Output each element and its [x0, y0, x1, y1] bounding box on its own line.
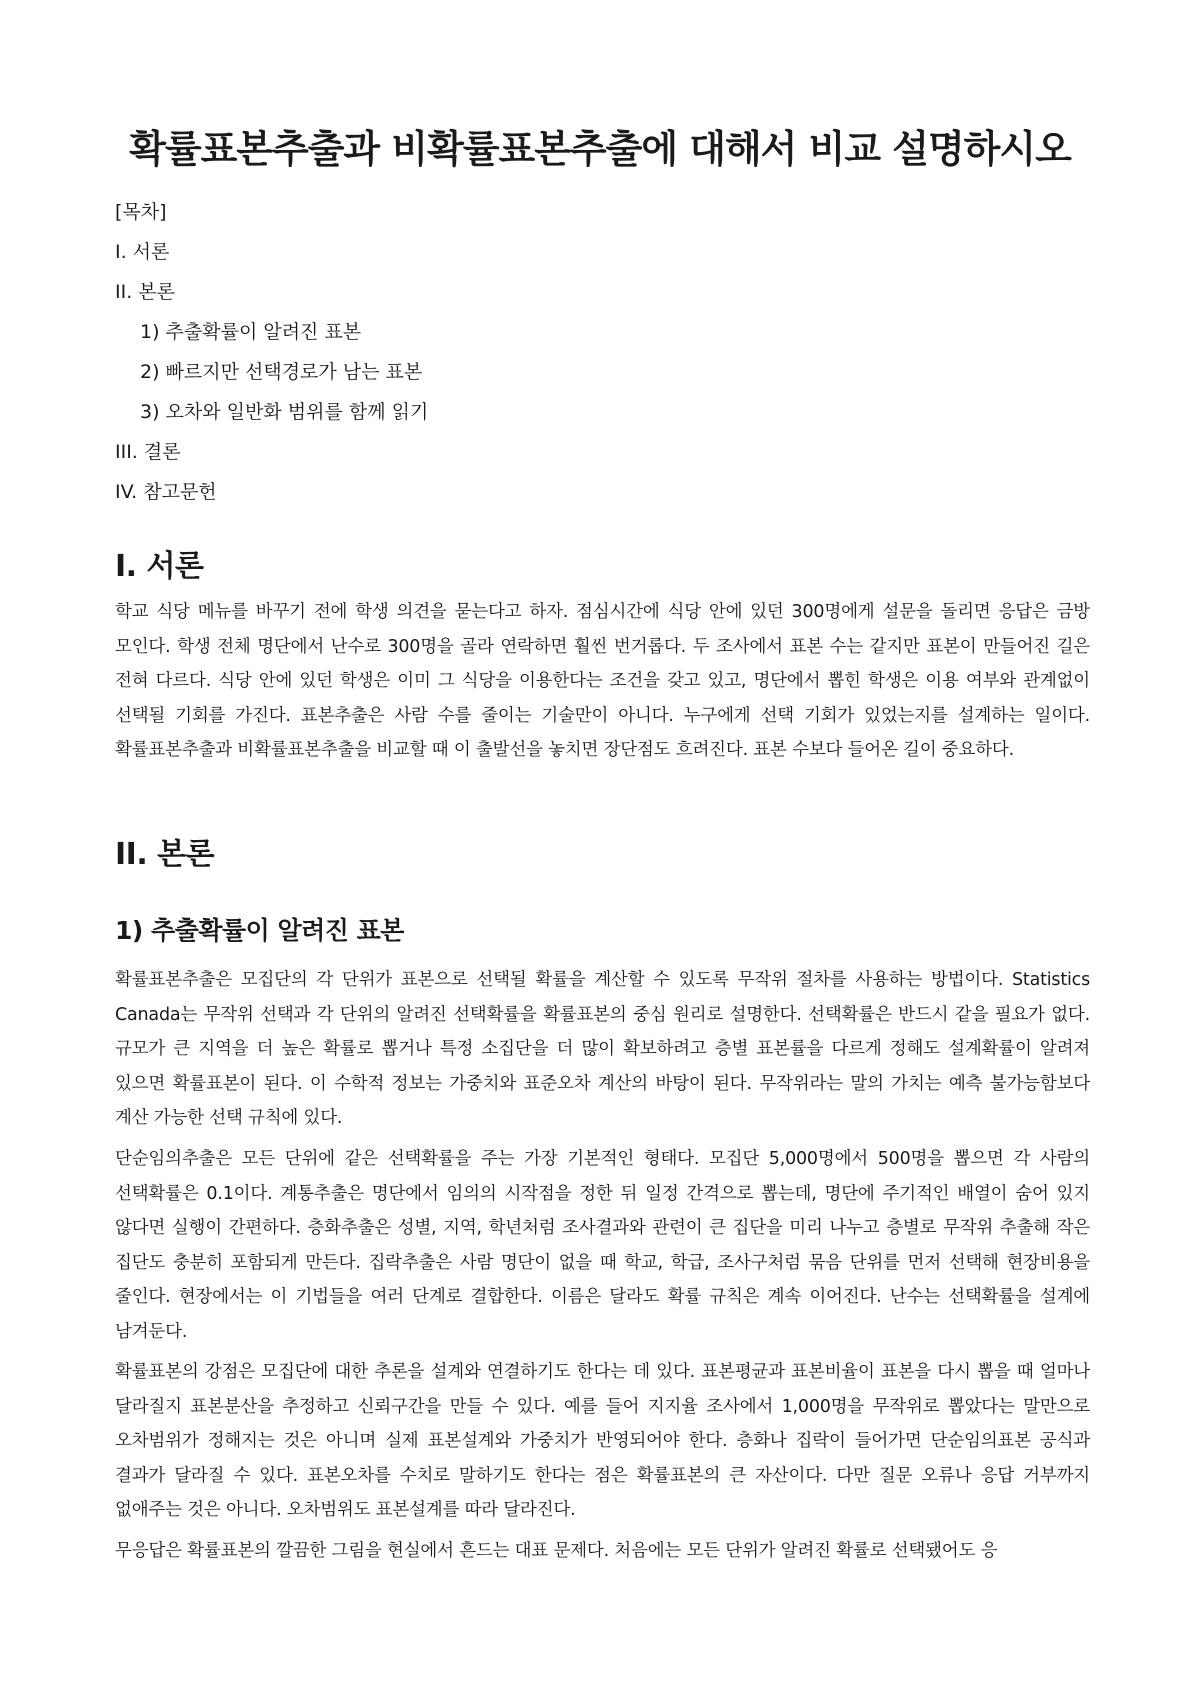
- section-heading: 1) 추출확률이 알려진 표본: [115, 916, 404, 945]
- toc-item: 2) 빠르지만 선택경로가 남는 표본: [140, 361, 423, 383]
- toc-item: I. 서론: [115, 241, 170, 263]
- document-title: 확률표본추출과 비확률표본추출에 대해서 비교 설명하시오: [129, 127, 1071, 171]
- intro-paragraph: 학교 식당 메뉴를 바꾸기 전에 학생 의견을 묻는다고 하자. 점심시간에 식당 안에 있던 300명에게 설문을 돌리면 응답은 금방 모인다. 학생 전체 명단에서 난수로 300명을 골라 연락하면 훨씬 번거롭다. 두 조사에서 표본 수는 같지만 표본이 만들어진 길은 전혀 다르다. 식당 안에 있던 학생은 이미 그 식당을 이용한다는 조건을 갖고 있고, 명단에서 뽑힌 학생은 이용 여부와 관계없이 선택될 기회를 가진다. 표본추출은 사람 수를 줄이는 기술만이 아니다. 누구에게 선택 기회가 있었는지를 설계하는 일이다. 확률표본추출과 비확률표본추출을 비교할 때 이 출발선을 놓치면 장단점도 흐려진다. 표본 수보다 들어온 길이 중요하다.: [115, 602, 1090, 760]
- toc-item: III. 결론: [115, 441, 181, 463]
- table-of-contents: [115, 192, 1095, 512]
- body-paragraph: 확률표본추출은 모집단의 각 단위가 표본으로 선택될 확률을 계산할 수 있도록 무작위 절차를 사용하는 방법이다. Statistics Canada는 무작위 선택과 각 단위의 알려진 선택확률을 확률표본의 중심 원리로 설명한다. 선택확률은 반드시 같을 필요가 없다. 규모가 큰 지역을 더 높은 확률로 뽑거나 특정 소집단을 더 많이 확보하려고 층별 표본률을 다르게 정해도 설계확률이 알려져 있으면 확률표본이 된다. 이 수학적 정보는 가중치와 표준오차 계산의 바탕이 된다. 무작위라는 말의 가치는 예측 불가능함보다 계산 가능한 선택 규칙에 있다.: [115, 970, 1090, 1128]
- toc-item: II. 본론: [115, 281, 175, 303]
- body-heading: II. 본론: [115, 837, 215, 872]
- toc-item: 3) 오차와 일반화 범위를 함께 읽기: [140, 401, 429, 423]
- toc-heading: [목차]: [115, 201, 167, 223]
- body-paragraph: 확률표본의 강점은 모집단에 대한 추론을 설계와 연결하기도 한다는 데 있다. 표본평균과 표본비율이 표본을 다시 뽑을 때 얼마나 달라질지 표본분산을 추정하고 신뢰구간을 만들 수 있다. 예를 들어 지지율 조사에서 1,000명을 무작위로 뽑았다는 말만으로 오차범위가 정해지는 것은 아니며 실제 표본설계와 가중치가 반영되어야 한다. 층화나 집락이 들어가면 단순임의표본 공식과 결과가 달라질 수 있다. 표본오차를 수치로 말하기도 한다는 점은 확률표본의 큰 자산이다. 다만 질문 오류나 응답 거부까지 없애주는 것은 아니다. 오차범위도 표본설계를 따라 달라진다.: [115, 1362, 1090, 1520]
- toc-item: 1) 추출확률이 알려진 표본: [140, 321, 362, 343]
- body-paragraph: 무응답은 확률표본의 깔끔한 그림을 현실에서 흔드는 대표 문제다. 처음에는 모든 단위가 알려진 확률로 선택됐어도 응: [115, 1541, 998, 1561]
- toc-item: IV. 참고문헌: [115, 481, 217, 503]
- intro-heading: I. 서론: [115, 549, 204, 584]
- body-paragraph: 단순임의추출은 모든 단위에 같은 선택확률을 주는 가장 기본적인 형태다. 모집단 5,000명에서 500명을 뽑으면 각 사람의 선택확률은 0.1이다. 계통추출은 명단에서 임의의 시작점을 정한 뒤 일정 간격으로 뽑는데, 명단에 주기적인 배열이 숨어 있지 않다면 실행이 간편하다. 층화추출은 성별, 지역, 학년처럼 조사결과와 관련이 큰 집단을 미리 나누고 층별로 무작위 추출해 작은 집단도 충분히 포함되게 만든다. 집락추출은 사람 명단이 없을 때 학교, 학급, 조사구처럼 묶음 단위를 먼저 선택해 현장비용을 줄인다. 현장에서는 이 기법들을 여러 단계로 결합한다. 이름은 달라도 확률 규칙은 계속 이어진다. 난수는 선택확률을 설계에 남겨둔다.: [115, 1149, 1090, 1342]
